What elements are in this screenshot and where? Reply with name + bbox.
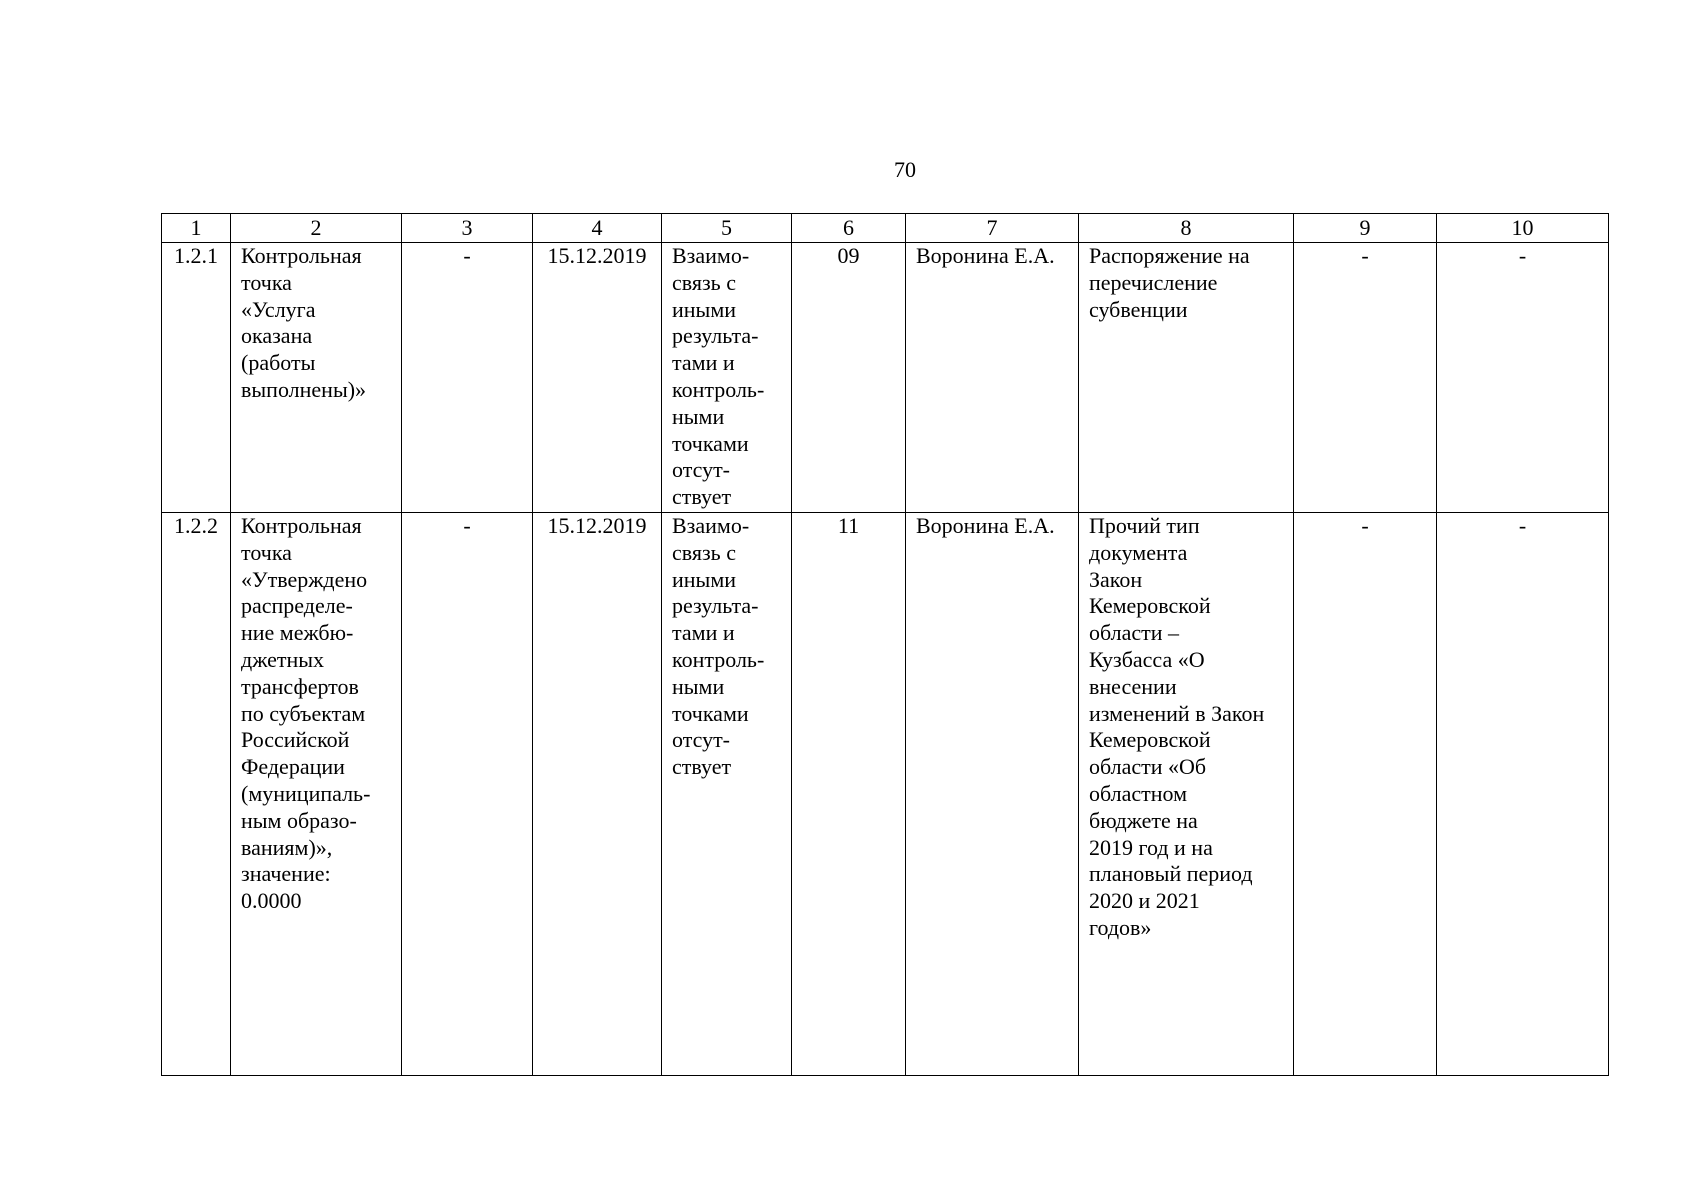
code-cell: 09	[792, 243, 906, 513]
col10-cell: -	[1437, 243, 1609, 513]
relation-cell: Взаимо- связь с иными результа- тами и контроль- ными точками отсут- ствует	[662, 513, 792, 1076]
row-number-cell: 1.2.2	[162, 513, 231, 1076]
header-cell: 5	[662, 214, 792, 243]
header-cell: 7	[906, 214, 1079, 243]
responsible-cell: Воронина Е.А.	[906, 243, 1079, 513]
control-points-table	[161, 213, 1609, 1076]
code-cell: 11	[792, 513, 906, 1076]
row-number-cell: 1.2.1	[162, 243, 231, 513]
header-cell: 8	[1079, 214, 1294, 243]
header-cell: 2	[231, 214, 402, 243]
table-header-row	[162, 214, 1609, 243]
col3-cell: -	[402, 513, 533, 1076]
header-cell: 1	[162, 214, 231, 243]
header-cell: 9	[1294, 214, 1437, 243]
header-cell: 3	[402, 214, 533, 243]
relation-cell: Взаимо- связь с иными результа- тами и контроль- ными точками отсут- ствует	[662, 243, 792, 513]
document-cell: Прочий тип документа Закон Кемеровской области – Кузбасса «О внесении изменений в Закон Кемеровской области «Об областном бюджете на 2019 год и на плановый период 2020 и 2021 годов»	[1079, 513, 1294, 1076]
table-row	[162, 243, 1609, 513]
col10-cell: -	[1437, 513, 1609, 1076]
page-number: 70	[894, 157, 916, 182]
header-cell: 6	[792, 214, 906, 243]
col3-cell: -	[402, 243, 533, 513]
header-cell: 4	[533, 214, 662, 243]
control-point-name-cell: Контрольная точка «Утверждено распределе- ние межбю- джетных трансфертов по субъектам Российской Федерации (муниципаль- ным образо- ваниям)», значение: 0.0000	[231, 513, 402, 1076]
responsible-cell: Воронина Е.А.	[906, 513, 1079, 1076]
control-point-name-cell: Контрольная точка «Услуга оказана (работы выполнены)»	[231, 243, 402, 513]
header-cell: 10	[1437, 214, 1609, 243]
table-row	[162, 513, 1609, 1076]
date-cell: 15.12.2019	[533, 243, 662, 513]
document-cell: Распоряжение на перечисление субвенции	[1079, 243, 1294, 513]
col9-cell: -	[1294, 513, 1437, 1076]
date-cell: 15.12.2019	[533, 513, 662, 1076]
col9-cell: -	[1294, 243, 1437, 513]
